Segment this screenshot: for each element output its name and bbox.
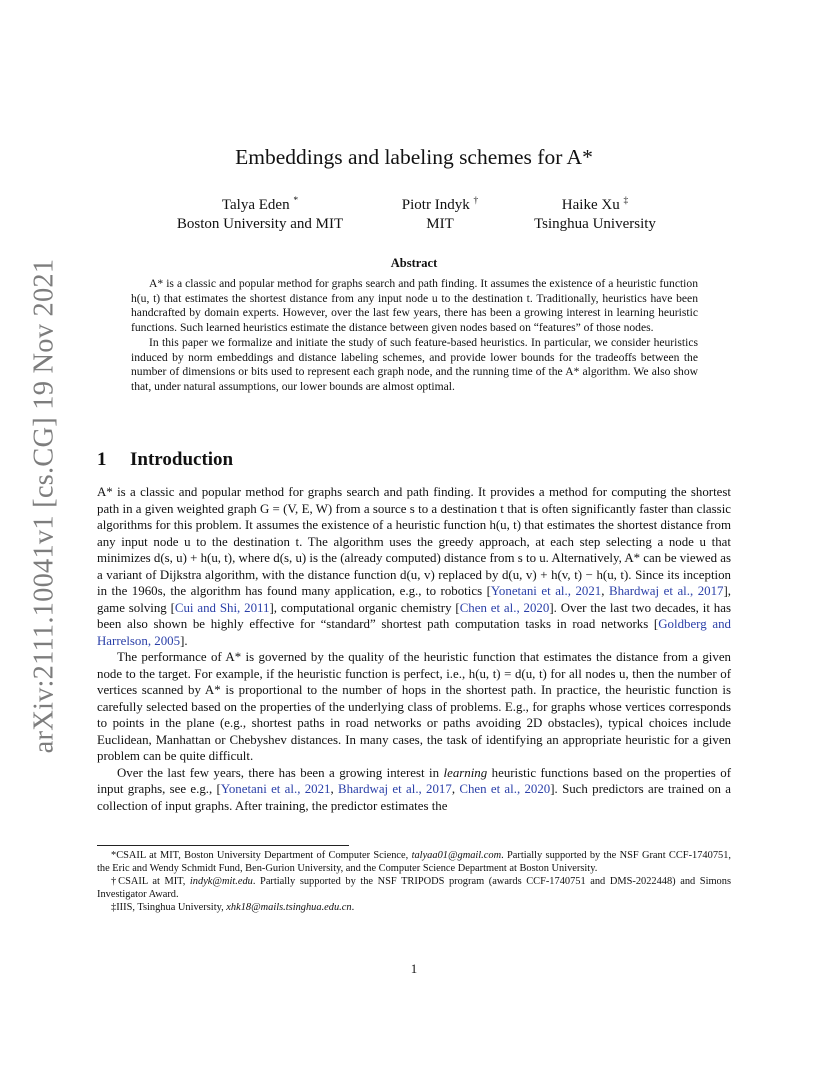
author-2-affiliation: MIT — [426, 216, 454, 232]
author-2-name: Piotr Indyk — [401, 197, 470, 213]
arxiv-stamp — [24, 258, 64, 754]
citation-link[interactable]: Yonetani et al., 2021 — [490, 584, 602, 598]
author-3-name: Haike Xu — [561, 197, 620, 213]
footnote-2 — [97, 876, 731, 902]
author-3-mark: ‡ — [623, 196, 629, 206]
citation-link[interactable]: Chen et al., 2020 — [459, 782, 551, 796]
citation-link[interactable]: Bhardwaj et al., 2017 — [338, 782, 452, 796]
email-link[interactable]: indyk@mit.edu — [189, 875, 253, 887]
footnote-rule — [97, 845, 349, 846]
abstract-heading: Abstract — [390, 256, 438, 270]
author-2 — [378, 192, 502, 234]
body-text-run: , — [601, 584, 609, 598]
author-1-mark: * — [293, 196, 299, 206]
email-link[interactable]: talyaa01@gmail.com — [411, 850, 502, 861]
abstract-paragraph-1: A* is a classic and popular method for graphs search and path finding. It assumes the existence of a heuristic function h(u, t) that estimates the shortest distance from any input node u to the destination t. Traditionally, heuristics have been handcrafted by domain experts. However, over the last few years, there has been a growing interest in learning heuristic functions. Such learned heuristics estimate the distance between given nodes based on “features” of those nodes. — [131, 277, 698, 335]
body-text-run: ], computational organic chemistry [ — [269, 600, 460, 615]
author-1 — [142, 192, 378, 234]
citation-link[interactable]: Goldberg and Harrelson, 2005 — [97, 617, 731, 648]
emphasis-text: learning — [443, 765, 488, 780]
section-number: 1 — [97, 449, 107, 470]
citation-link[interactable]: Yonetani et al., 2021 — [220, 782, 331, 796]
email-link[interactable]: xhk18@mails.tsinghua.edu.cn — [226, 901, 352, 913]
author-1-affiliation: Boston University and MIT — [176, 216, 344, 232]
page-number: 1 — [410, 962, 418, 976]
footnotes — [97, 850, 731, 915]
abstract-paragraph-2: In this paper we formalize and initiate the study of such feature-based heuristics. In particular, we consider heuristics induced by norm embeddings and distance labeling schemes, and provide lower bounds for the tradeoffs between the number of dimensions or bits used to represent each graph node, and the running time of the A* algorithm. We also show that, under natural assumptions, our lower bounds are almost optimal. — [131, 335, 698, 393]
author-3 — [502, 192, 688, 234]
citation-link[interactable]: Bhardwaj et al., 2017 — [609, 584, 724, 598]
body-text — [97, 484, 731, 814]
footnote-1 — [97, 850, 731, 876]
footnote-text: . — [351, 901, 355, 913]
author-3-affiliation: Tsinghua University — [534, 216, 656, 232]
paper-title: Embeddings and labeling schemes for A* — [235, 145, 593, 169]
section-heading — [97, 449, 233, 471]
author-1-name: Talya Eden — [221, 197, 290, 213]
footnote-text: . Partially supported by the NSF Grant CCF-1740751, the Eric and Wendy Schmidt Fund, Ben-Gurion University, and the Computer Science Department at Boston University. — [97, 850, 732, 874]
footnote-text: †CSAIL at MIT, — [111, 875, 190, 887]
body-text-run: ]. Over the last two decades, it has been also shown be highly effective for “standard” shortest path computation tasks in road networks [ — [97, 600, 731, 631]
footnote-3 — [97, 902, 731, 915]
body-paragraph-3 — [97, 765, 731, 815]
body-paragraph-1 — [97, 484, 731, 649]
body-text-run: Over the last few years, there has been a growing interest in — [117, 765, 444, 780]
body-text-run: A* is a classic and popular method for graphs search and path finding. It provides a method for computing the shortest path in a given weighted graph G = (V, E, W) from a source s to a destination t that is often significantly faster than classic algorithms for this problem. It assumes the existence of a heuristic function h(u, t) that estimates the shortest distance from any input node u to the destination t. The algorithm uses the greedy approach, at each step selecting a node u that minimizes d(s, u) + h(u, t), where d(s, u) is the (already computed) distance from s to u. Alternatively, A* can be viewed as a variant of Dijkstra algorithm, with the distance function d(u, v) replaced by d(u, v) + h(v, t) − h(u, t). Since its inception in the 1960s, the algorithm has found many application, e.g., to robotics [ — [97, 485, 731, 598]
body-text-run: ]. Such predictors are trained on a collection of input graphs. After training, the predictor estimates the — [97, 782, 731, 813]
arxiv-id-text: arXiv:2111.10041v1 [cs.CG] 19 Nov 2021 — [28, 258, 60, 754]
body-text-run: , — [451, 782, 460, 796]
abstract — [131, 277, 698, 395]
body-text-run: ], game solving [ — [97, 584, 732, 615]
body-paragraph-2: The performance of A* is governed by the quality of the heuristic function that estimates the distance from a given node to the target. For example, if the heuristic function is perfect, i.e., h(u, t) = d(u, t) for all nodes u, then the number of vertices scanned by A* is proportional to the number of hops in the shortest path. In practice, the heuristic function is carefully selected based on the properties of the underlying class of problems. E.g., for graphs whose vertices corresponds to points in the plane (e.g., shortest paths in road networks or paths avoiding 2D obstacles), typical choices include Euclidean, Manhattan or Chebyshev distances. In many cases, the task of identifying an appropriate heuristic for a given problem can be quite difficult. — [97, 650, 731, 763]
body-text-run: ]. — [180, 633, 188, 648]
citation-link[interactable]: Chen et al., 2020 — [459, 600, 550, 615]
section-title: Introduction — [130, 449, 234, 470]
citation-link[interactable]: Cui and Shi, 2011 — [174, 600, 270, 615]
footnote-text: ‡IIIS, Tsinghua University, — [111, 901, 227, 913]
body-text-run: heuristic functions based on the properties of input graphs, see e.g., [ — [97, 765, 731, 796]
body-text-run: , — [330, 782, 339, 796]
footnote-text: . Partially supported by the NSF TRIPODS program (awards CCF-1740751 and DMS-2022448) and Simons Investigator Award. — [97, 875, 731, 900]
author-2-mark: † — [473, 196, 479, 206]
footnote-text: *CSAIL at MIT, Boston University Department of Computer Science, — [111, 850, 412, 861]
